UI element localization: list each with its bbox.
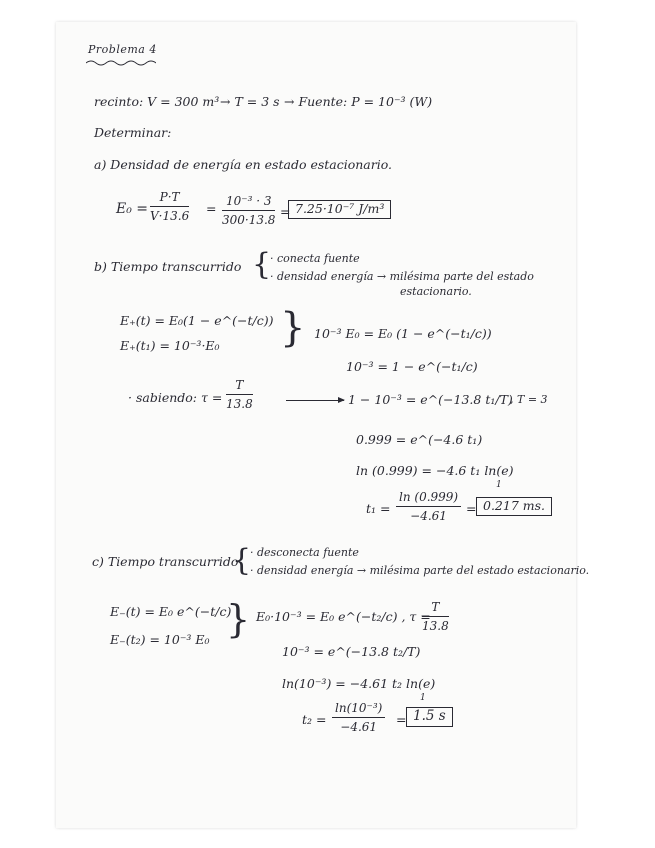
given-volume: recinto: V = 300 m³ bbox=[94, 94, 220, 109]
part-a-equals-2: = bbox=[280, 204, 291, 219]
part-b-eq-7: ln (0.999) = −4.6 t₁ ln(e) bbox=[356, 463, 514, 478]
part-c-t2-den: −4.61 bbox=[340, 720, 378, 734]
part-b-t-note: , T = 3 bbox=[510, 393, 548, 406]
part-c-eq-4: 10⁻³ = e^(−13.8 t₂/T) bbox=[282, 644, 421, 659]
part-b-eq-2: E₊(t₁) = 10⁻³·E₀ bbox=[120, 338, 220, 353]
part-c-brace: { bbox=[232, 543, 252, 578]
part-b-tau-fraction bbox=[226, 378, 253, 411]
part-b-result-box: 0.217 ms. bbox=[476, 497, 552, 516]
part-c-heading: c) Tiempo transcurrido bbox=[92, 554, 239, 569]
part-c-eq-3: E₀·10⁻³ = E₀ e^(−t₂/c) , τ = bbox=[256, 609, 431, 624]
given-time: → T = 3 s bbox=[220, 94, 280, 109]
problem-title: Problema 4 bbox=[88, 43, 157, 56]
part-c-tau-fraction bbox=[422, 600, 449, 633]
part-c-right-brace: } bbox=[226, 597, 251, 641]
part-a-fraction-1 bbox=[150, 190, 189, 223]
part-b-sabiendo: · sabiendo: τ = bbox=[128, 390, 223, 405]
part-b-t1-den: −4.61 bbox=[410, 509, 447, 523]
part-c-t2-fraction bbox=[332, 701, 385, 734]
part-b-eq-5: 1 − 10⁻³ = e^(−13.8 t₁/T) bbox=[348, 392, 513, 407]
part-b-eq-6: 0.999 = e^(−4.6 t₁) bbox=[356, 432, 483, 447]
part-a-equals: = bbox=[206, 201, 217, 216]
part-b-heading: b) Tiempo transcurrido bbox=[94, 259, 242, 274]
title-underline bbox=[86, 59, 156, 67]
part-b-cond-2: · densidad energía → milésima parte del estado bbox=[270, 270, 534, 283]
part-b-t1-fraction bbox=[396, 490, 461, 523]
part-c-cond-1: · desconecta fuente bbox=[250, 546, 359, 559]
part-b-eq-3: 10⁻³ E₀ = E₀ (1 − e^(−t₁/c)) bbox=[314, 326, 492, 341]
part-c-tau-num: T bbox=[431, 600, 440, 614]
given-power: → Fuente: P = 10⁻³ (W) bbox=[284, 94, 433, 109]
part-a-frac1-num: P·T bbox=[159, 190, 180, 204]
part-c-t2-lhs: t₂ = bbox=[302, 712, 327, 727]
part-b-tau-num: T bbox=[235, 378, 244, 392]
part-c-cond-2: · densidad energía → milésima parte del estado estacionario. bbox=[250, 564, 590, 577]
part-a-frac2-den: 300·13.8 bbox=[222, 213, 276, 227]
part-b-brace: { bbox=[252, 247, 272, 282]
part-c-tau-den: 13.8 bbox=[422, 619, 449, 633]
part-a-fraction-2 bbox=[222, 194, 275, 227]
implies-arrow bbox=[286, 400, 344, 401]
determine-label: Determinar: bbox=[94, 125, 172, 140]
part-a-frac1-den: V·13.6 bbox=[150, 209, 190, 223]
part-c-t2-num: ln(10⁻³) bbox=[335, 701, 383, 715]
part-c-eq-1: E₋(t) = E₀ e^(−t/c) bbox=[110, 604, 232, 619]
part-c-eq-5: ln(10⁻³) = −4.61 t₂ ln(e) bbox=[282, 676, 436, 691]
part-b-t1-lhs: t₁ = bbox=[366, 501, 391, 516]
part-c-ln-e-one: 1 bbox=[420, 693, 426, 703]
part-b-eq-1: E₊(t) = E₀(1 − e^(−t/c)) bbox=[120, 313, 274, 328]
part-c-equals: = bbox=[396, 712, 407, 727]
part-a-lhs: E₀ = bbox=[116, 201, 149, 217]
part-b-t1-num: ln (0.999) bbox=[399, 490, 459, 504]
part-b-cond-2b: estacionario. bbox=[400, 285, 472, 298]
part-b-ln-e-one: 1 bbox=[496, 480, 502, 490]
part-b-tau-den: 13.8 bbox=[226, 397, 253, 411]
part-b-cond-1: · conecta fuente bbox=[270, 252, 360, 265]
part-a-heading: a) Densidad de energía en estado estacionario. bbox=[94, 157, 393, 172]
part-c-eq-2: E₋(t₂) = 10⁻³ E₀ bbox=[110, 632, 210, 647]
part-b-right-brace: } bbox=[280, 305, 306, 351]
part-b-eq-4: 10⁻³ = 1 − e^(−t₁/c) bbox=[346, 359, 478, 374]
notebook-page bbox=[56, 22, 590, 828]
part-a-frac2-num: 10⁻³ · 3 bbox=[225, 194, 272, 208]
part-b-equals: = bbox=[466, 501, 477, 516]
part-a-result-box: 7.25·10⁻⁷ J/m³ bbox=[288, 200, 391, 219]
part-c-result-box: 1.5 s bbox=[406, 707, 453, 727]
